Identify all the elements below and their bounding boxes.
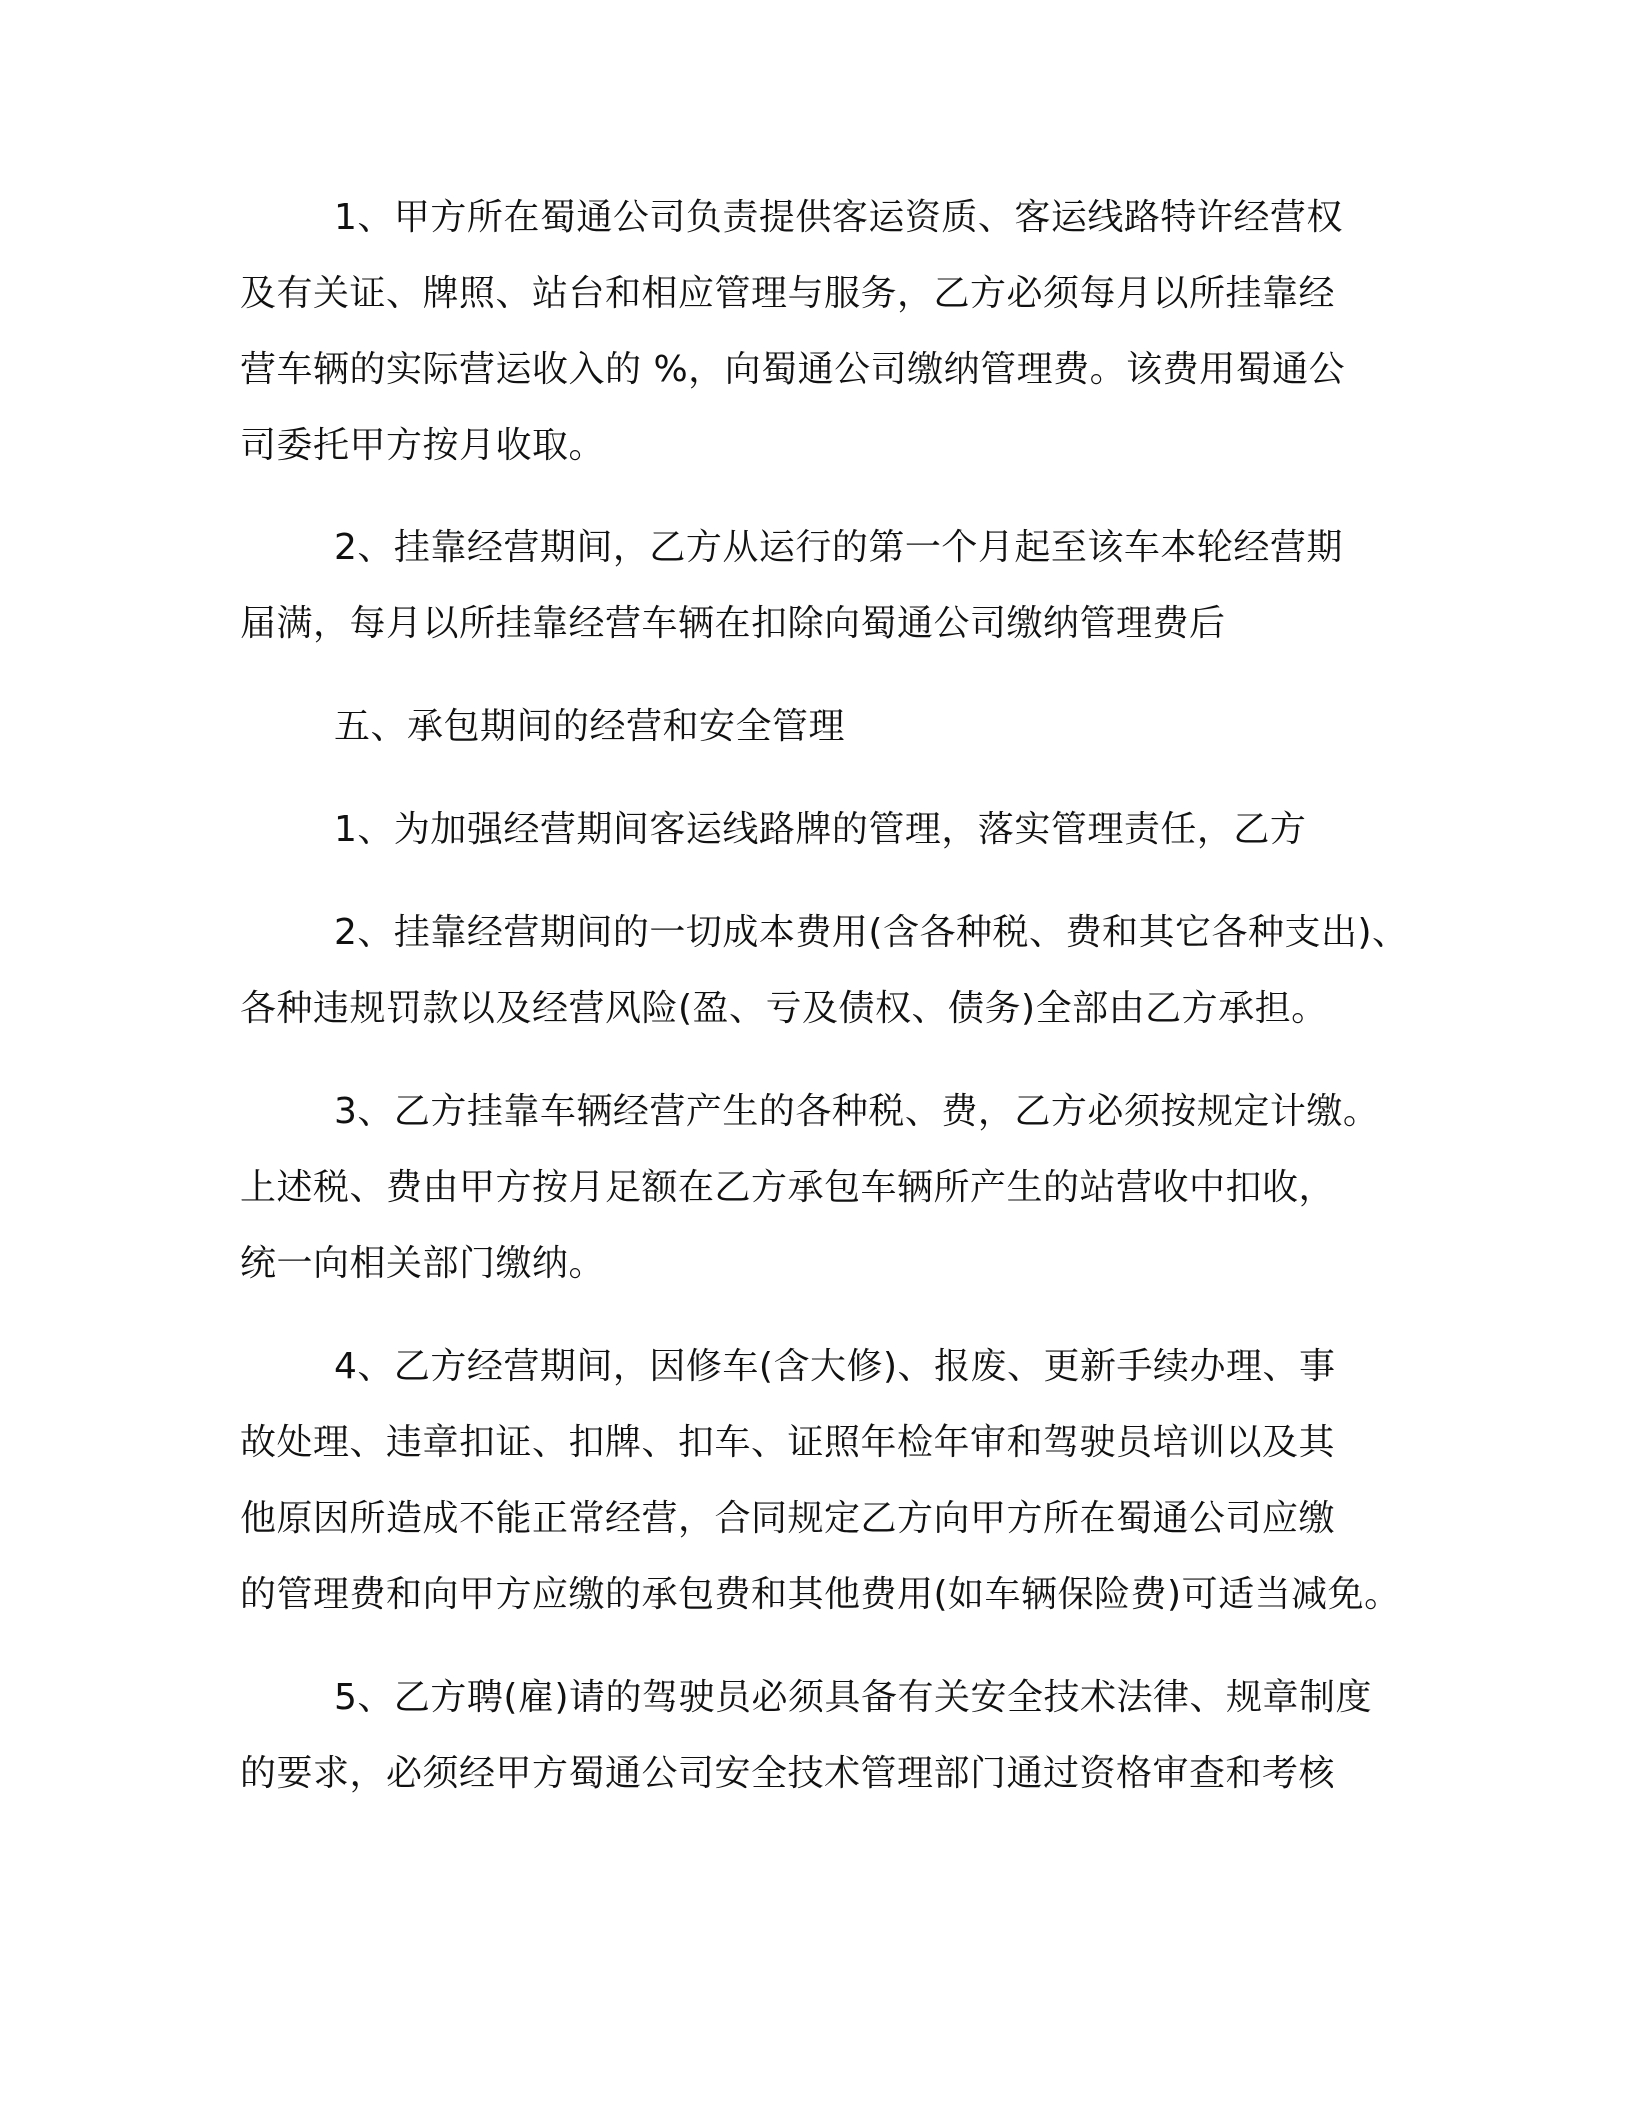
- para-1-line-1: 1、甲方所在蜀通公司负责提供客运资质、客运线路特许经营权: [334, 197, 1343, 238]
- para-6-line-2: 故处理、违章扣证、扣牌、扣车、证照年检年审和驾驶员培训以及其: [240, 1422, 1336, 1463]
- para-2-line-2: 届满，每月以所挂靠经营车辆在扣除向蜀通公司缴纳管理费后: [240, 603, 1226, 644]
- para-6-line-4: 的管理费和向甲方应缴的承包费和其他费用(如车辆保险费)可适当减免。: [240, 1574, 1401, 1615]
- para-7-line-1: 5、乙方聘(雇)请的驾驶员必须具备有关安全技术法律、规章制度: [334, 1677, 1372, 1718]
- section-heading: 五、承包期间的经营和安全管理: [334, 706, 846, 747]
- para-6-line-1: 4、乙方经营期间，因修车(含大修)、报废、更新手续办理、事: [334, 1346, 1336, 1387]
- para-3-line-1: 1、为加强经营期间客运线路牌的管理，落实管理责任，乙方: [334, 809, 1307, 850]
- para-5-line-1: 3、乙方挂靠车辆经营产生的各种税、费，乙方必须按规定计缴。: [334, 1091, 1380, 1132]
- para-1-line-2: 及有关证、牌照、站台和相应管理与服务，乙方必须每月以所挂靠经: [240, 273, 1336, 314]
- para-5-line-2: 上述税、费由甲方按月足额在乙方承包车辆所产生的站营收中扣收，: [240, 1167, 1336, 1208]
- para-6-line-3: 他原因所造成不能正常经营，合同规定乙方向甲方所在蜀通公司应缴: [240, 1498, 1336, 1539]
- para-5-line-3: 统一向相关部门缴纳。: [240, 1243, 606, 1284]
- para-4-line-1: 2、挂靠经营期间的一切成本费用(含各种税、费和其它各种支出)、: [334, 912, 1409, 953]
- para-1-line-4: 司委托甲方按月收取。: [240, 425, 606, 466]
- para-1-line-3: 营车辆的实际营运收入的 %，向蜀通公司缴纳管理费。该费用蜀通公: [240, 349, 1346, 390]
- para-4-line-2: 各种违规罚款以及经营风险(盈、亏及债权、债务)全部由乙方承担。: [240, 988, 1328, 1029]
- para-7-line-2: 的要求，必须经甲方蜀通公司安全技术管理部门通过资格审查和考核: [240, 1753, 1336, 1794]
- para-2-line-1: 2、挂靠经营期间，乙方从运行的第一个月起至该车本轮经营期: [334, 527, 1343, 568]
